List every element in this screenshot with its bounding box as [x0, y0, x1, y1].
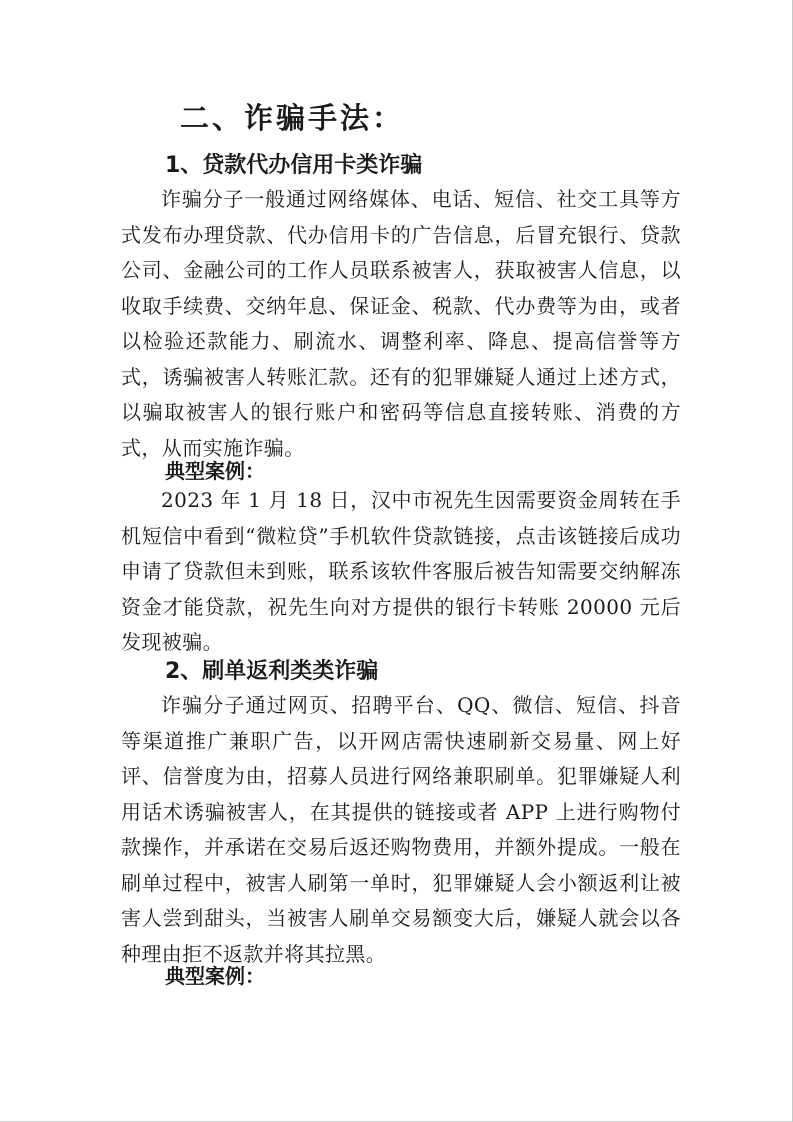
- section-1-title: 1、贷款代办信用卡类诈骗: [165, 153, 423, 178]
- main-heading: 二、诈骗手法：: [180, 101, 405, 135]
- section-2-title: 2、刷单返利类类诈骗: [165, 659, 379, 684]
- section-2-case-label: 典型案例：: [165, 964, 265, 988]
- section-2-body: 诈骗分子通过网页、招聘平台、QQ、微信、短信、抖音等渠道推广兼职广告，以开网店需快速刷新交易量、网上好评、信誉度为由，招募人员进行网络兼职刷单。犯罪嫌疑人利用话术诱骗被害人，在其提供的链接或者 APP 上进行购物付款操作，并承诺在交易后返还购物费用，并额外提成。一般在刷单过程中，被害人刷第一单时，犯罪嫌疑人会小额返利让被害人尝到甜头，当被害人刷单交易额变大后，嫌疑人就会以各种理由拒不返款并将其拉黑。: [121, 693, 681, 966]
- section-1-case-body: 2023 年 1 月 18 日，汉中市祝先生因需要资金周转在手机短信中看到“微粒贷”手机软件贷款链接，点击该链接后成功申请了贷款但未到账，联系该软件客服后被告知需要交纳解冻资金才能贷款，祝先生向对方提供的银行卡转账 20000 元后发现被骗。: [121, 488, 681, 654]
- section-1-body: 诈骗分子一般通过网络媒体、电话、短信、社交工具等方式发布办理贷款、代办信用卡的广告信息，后冒充银行、贷款公司、金融公司的工作人员联系被害人，获取被害人信息，以收取手续费、交纳年息、保证金、税款、代办费等为由，或者以检验还款能力、刷流水、调整利率、降息、提高信誉等方式，诱骗被害人转账汇款。还有的犯罪嫌疑人通过上述方式，以骗取被害人的银行账户和密码等信息直接转账、消费的方式，从而实施诈骗。: [121, 187, 681, 460]
- section-1-case-label: 典型案例：: [165, 459, 265, 483]
